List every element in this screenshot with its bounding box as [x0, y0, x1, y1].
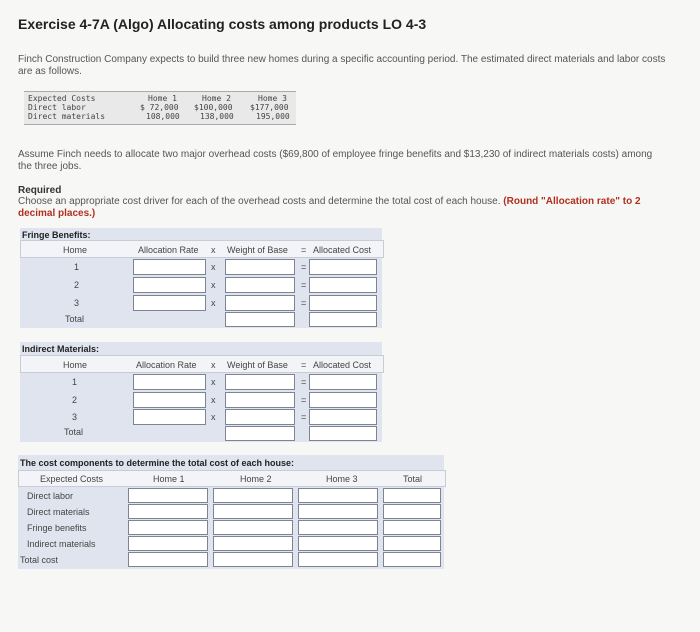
given-header-costs: Expected Costs — [28, 94, 96, 103]
required-instruction: Choose an appropriate cost driver for each of the overhead costs and determine the total cost of each house. — [18, 196, 501, 207]
fringe-allocated-input-1[interactable] — [309, 259, 377, 275]
total-cost-input[interactable] — [213, 552, 293, 567]
indirect-base-total-input[interactable] — [225, 426, 295, 441]
components-label: The cost components to determine the total cost of each house: — [20, 458, 295, 468]
col-op-times: x — [211, 245, 216, 255]
component-input[interactable] — [128, 504, 208, 519]
col-allocation-rate: Allocation Rate — [136, 360, 197, 370]
col-allocated-cost: Allocated Cost — [313, 360, 372, 370]
component-input[interactable] — [213, 520, 293, 535]
home-number: 1 — [72, 377, 78, 387]
home-number: 1 — [74, 262, 80, 272]
given-row-label: Direct labor — [28, 103, 86, 112]
given-value: 108,000 — [146, 112, 180, 121]
times-op: x — [211, 412, 216, 422]
indirect-rate-input-2[interactable] — [133, 392, 206, 408]
component-input[interactable] — [298, 536, 378, 551]
equals-op: = — [301, 280, 307, 290]
fringe-allocated-input-3[interactable] — [309, 295, 377, 311]
home-number: 3 — [74, 298, 80, 308]
component-row-label: Indirect materials — [27, 539, 96, 549]
indirect-allocated-input-3[interactable] — [309, 409, 377, 425]
fringe-benefits-panel — [20, 228, 382, 328]
fringe-base-total-input[interactable] — [225, 312, 295, 327]
total-cost-input[interactable] — [298, 552, 378, 567]
col-home3: Home 3 — [326, 474, 358, 484]
col-allocated-cost: Allocated Cost — [313, 245, 372, 255]
col-op-equals: = — [301, 245, 307, 255]
indirect-rate-input-3[interactable] — [133, 409, 206, 425]
component-input[interactable] — [128, 520, 208, 535]
total-cost-input[interactable] — [128, 552, 208, 567]
col-home: Home — [63, 245, 88, 255]
col-total: Total — [403, 474, 423, 484]
col-weight-of-base: Weight of Base — [227, 245, 288, 255]
component-input[interactable] — [383, 488, 441, 503]
home-number: 2 — [74, 280, 80, 290]
page-title: Exercise 4-7A (Algo) Allocating costs among products LO 4-3 — [18, 16, 427, 32]
component-input[interactable] — [383, 520, 441, 535]
col-home1: Home 1 — [153, 474, 185, 484]
col-home2: Home 2 — [240, 474, 272, 484]
indirect-base-input-3[interactable] — [225, 409, 295, 425]
indirect-allocated-input-2[interactable] — [309, 392, 377, 408]
component-input[interactable] — [298, 504, 378, 519]
component-input[interactable] — [213, 504, 293, 519]
component-input[interactable] — [128, 488, 208, 503]
indirect-label: Indirect Materials: — [22, 344, 100, 354]
indirect-allocated-total-input[interactable] — [309, 426, 377, 441]
required-heading: Required — [18, 185, 62, 196]
required-text — [18, 196, 678, 220]
fringe-rate-input-3[interactable] — [133, 295, 206, 311]
component-input[interactable] — [298, 488, 378, 503]
component-input[interactable] — [383, 536, 441, 551]
component-input[interactable] — [128, 536, 208, 551]
indirect-allocated-input-1[interactable] — [309, 374, 377, 390]
fringe-base-input-2[interactable] — [225, 277, 295, 293]
fringe-base-input-1[interactable] — [225, 259, 295, 275]
component-row-label: Fringe benefits — [27, 523, 87, 533]
fringe-allocated-total-input[interactable] — [309, 312, 377, 327]
given-cost-table — [24, 91, 296, 125]
total-label: Total — [64, 427, 84, 437]
intro-text: Finch Construction Company expects to build three new homes during a specific accounting period. The estimated direct materials and labor costs are as follows. — [18, 54, 666, 77]
given-value: $ 72,000 — [140, 103, 179, 112]
equals-op: = — [301, 412, 307, 422]
times-op: x — [211, 395, 216, 405]
fringe-label: Fringe Benefits: — [22, 230, 91, 240]
given-value: 138,000 — [200, 112, 234, 121]
col-op-times: x — [211, 360, 216, 370]
component-input[interactable] — [298, 520, 378, 535]
component-input[interactable] — [213, 488, 293, 503]
col-allocation-rate: Allocation Rate — [138, 245, 199, 255]
fringe-rate-input-1[interactable] — [133, 259, 206, 275]
times-op: x — [211, 280, 216, 290]
component-row-label: Direct labor — [27, 491, 74, 501]
indirect-base-input-2[interactable] — [225, 392, 295, 408]
fringe-rate-input-2[interactable] — [133, 277, 206, 293]
times-op: x — [211, 298, 216, 308]
component-input[interactable] — [383, 504, 441, 519]
equals-op: = — [301, 298, 307, 308]
equals-op: = — [301, 262, 307, 272]
indirect-rate-input-1[interactable] — [133, 374, 206, 390]
col-home: Home — [63, 360, 88, 370]
equals-op: = — [301, 377, 307, 387]
col-op-equals: = — [301, 360, 307, 370]
component-input[interactable] — [213, 536, 293, 551]
times-op: x — [211, 377, 216, 387]
cost-components-panel — [18, 455, 444, 569]
rounding-note: (Round "Allocation rate" to 2 decimal places.) — [18, 196, 641, 219]
assumption-text: Assume Finch needs to allocate two major overhead costs ($69,800 of employee fringe benefits and $13,230 of indirect materials costs) among the three jobs. — [18, 149, 653, 172]
equals-op: = — [301, 395, 307, 405]
indirect-materials-panel — [20, 342, 382, 442]
total-cost-input[interactable] — [383, 552, 441, 567]
home-number: 3 — [72, 412, 78, 422]
total-label: Total — [65, 314, 85, 324]
fringe-base-input-3[interactable] — [225, 295, 295, 311]
given-value: $177,000 — [250, 103, 289, 112]
given-header-home2: Home 2 — [202, 94, 231, 103]
col-weight-of-base: Weight of Base — [227, 360, 288, 370]
given-header-home3: Home 3 — [258, 94, 287, 103]
given-header-home1: Home 1 — [148, 94, 177, 103]
given-value: $100,000 — [194, 103, 233, 112]
fringe-allocated-input-2[interactable] — [309, 277, 377, 293]
home-number: 2 — [72, 395, 78, 405]
component-row-label: Direct materials — [27, 507, 90, 517]
total-cost-label: Total cost — [20, 555, 59, 565]
col-expected-costs: Expected Costs — [40, 474, 104, 484]
indirect-base-input-1[interactable] — [225, 374, 295, 390]
times-op: x — [211, 262, 216, 272]
given-value: 195,000 — [256, 112, 290, 121]
given-row-label: Direct materials — [28, 112, 106, 121]
